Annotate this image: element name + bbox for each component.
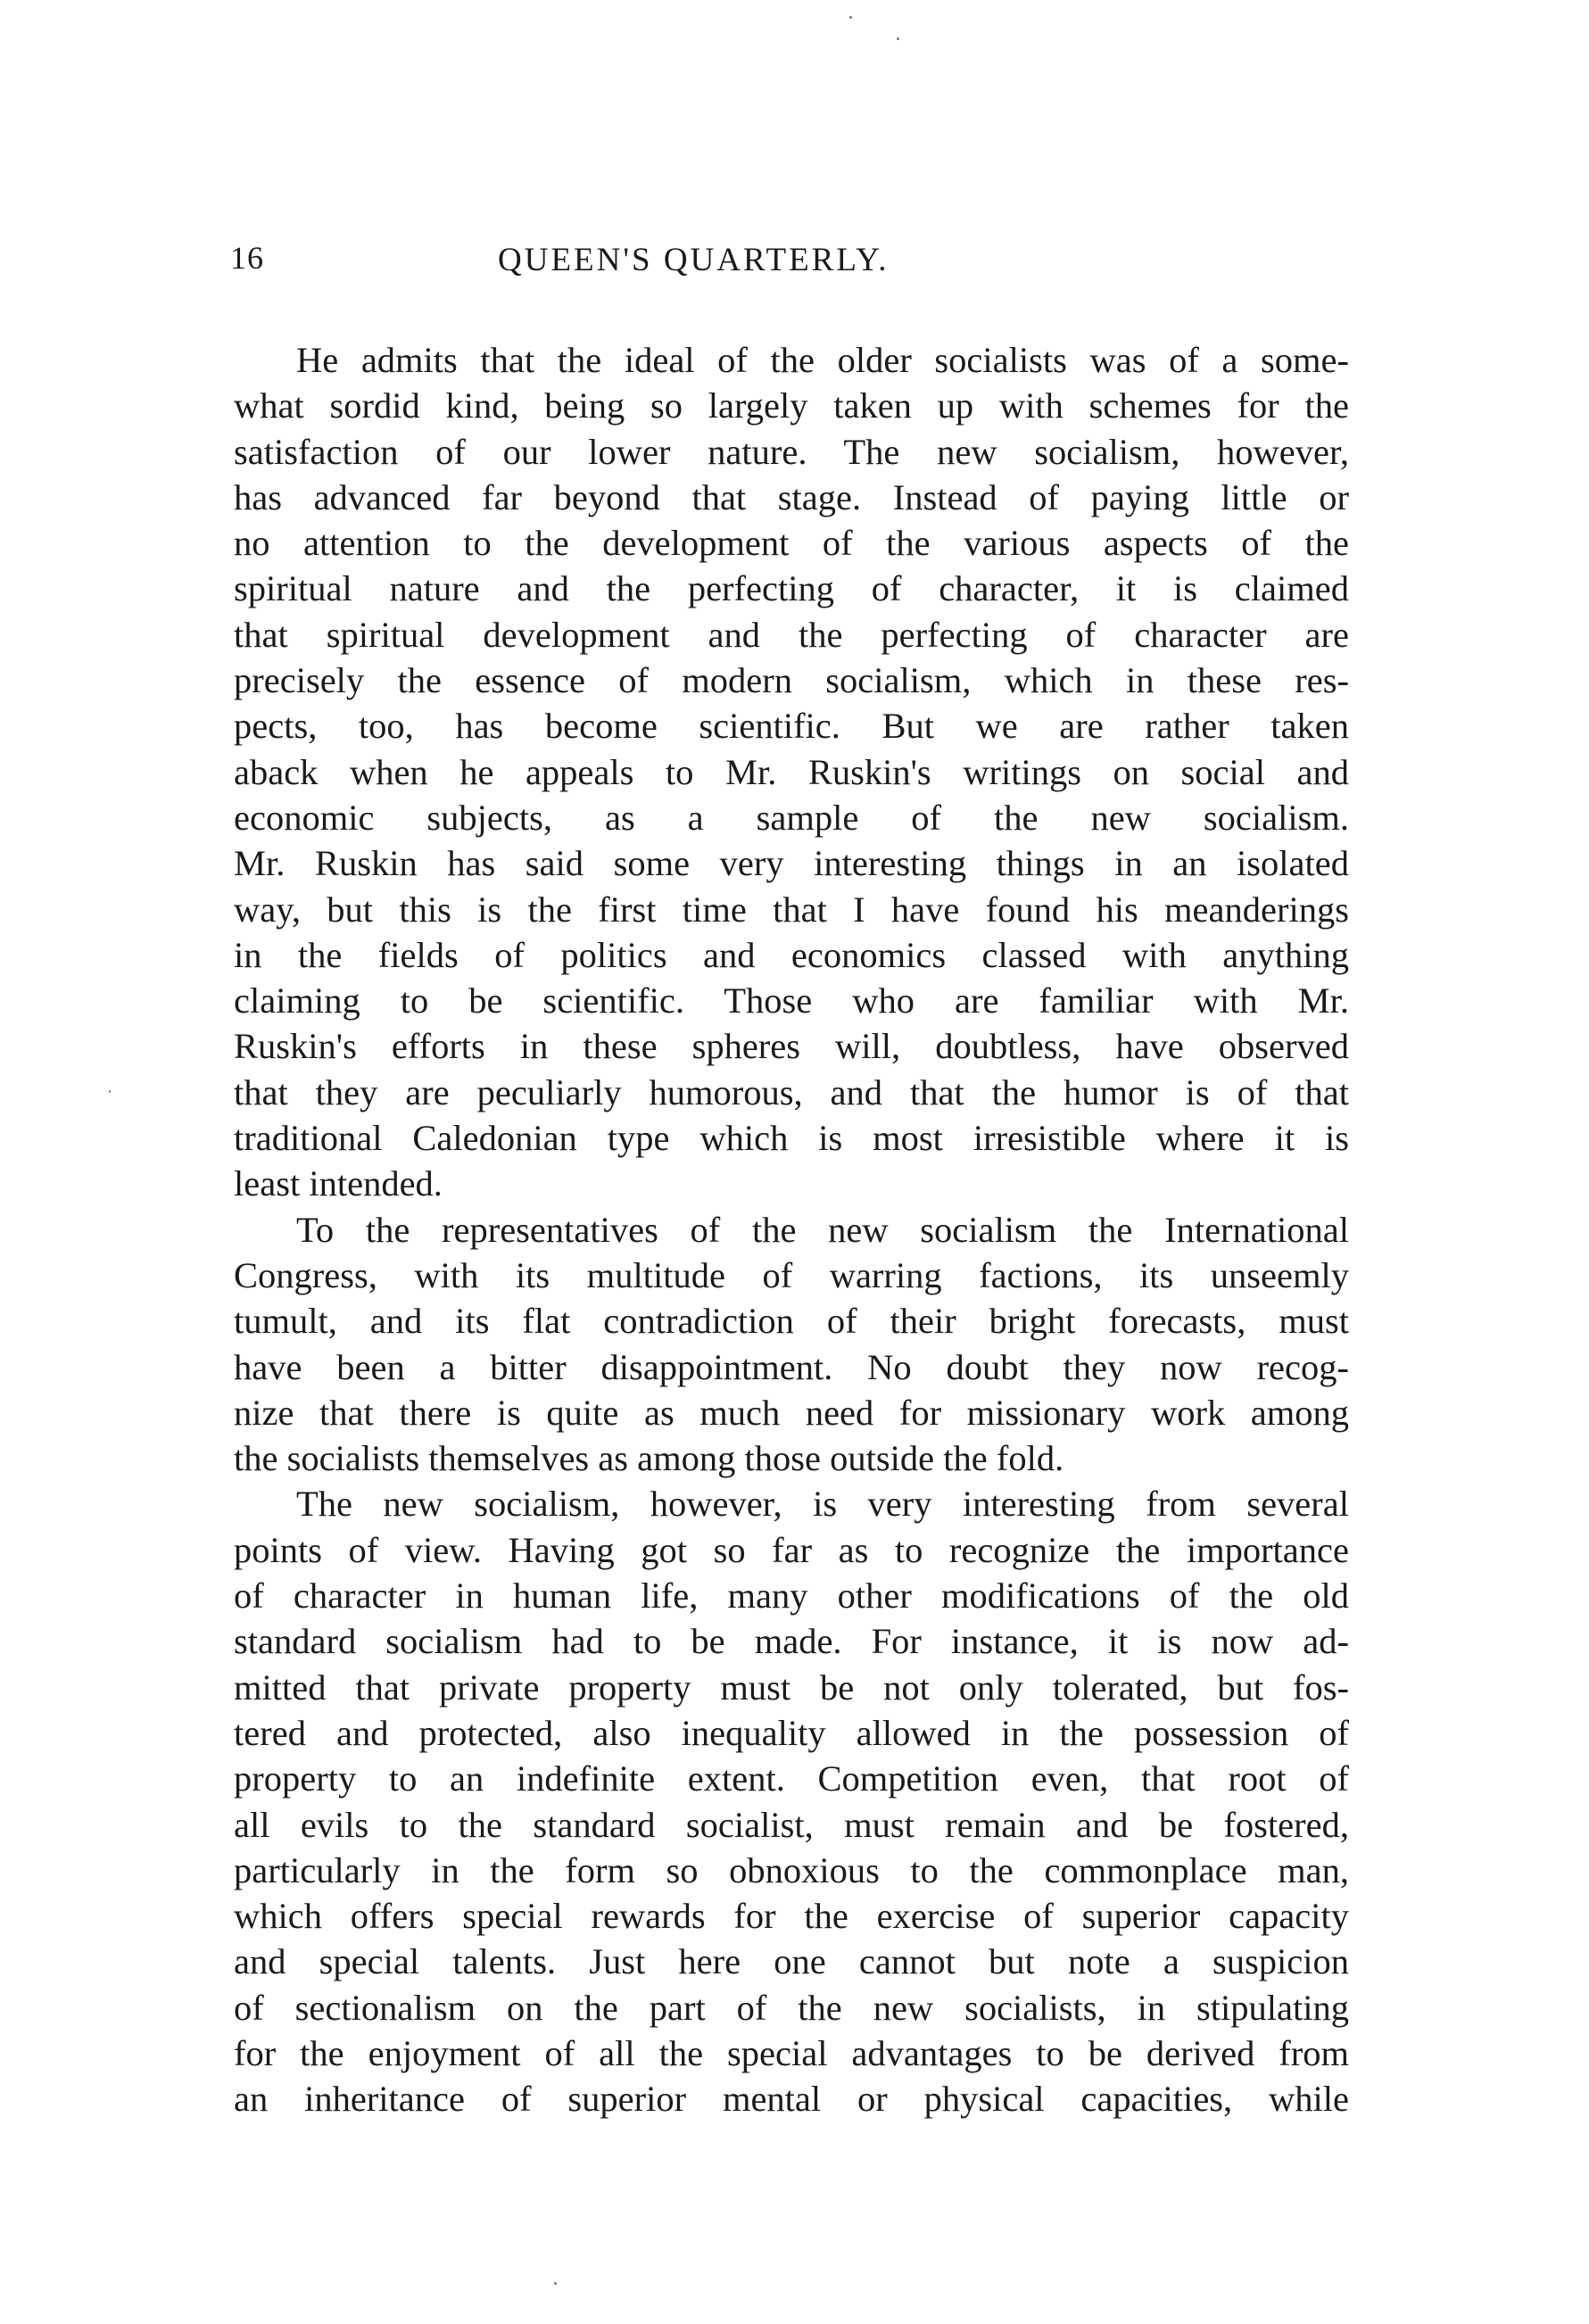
text-line: economic subjects, as a sample of the new socialism.	[234, 797, 1349, 838]
running-head	[230, 239, 1363, 293]
text-line: traditional Caledonian type which is most irresistible where it is	[234, 1118, 1349, 1159]
text-line: satisfaction of our lower nature. The new socialism, however,	[234, 431, 1349, 472]
text-line: way, but this is the first time that I have found his meanderings	[234, 889, 1349, 930]
text-line: the socialists themselves as among those outside the fold.	[234, 1438, 1064, 1479]
text-line: no attention to the development of the various aspects of the	[234, 523, 1349, 564]
paragraph	[234, 1207, 1349, 1482]
text-line: The new socialism, however, is very interesting from several	[296, 1484, 1349, 1525]
text-line: spiritual nature and the perfecting of character, it is claimed	[234, 568, 1349, 609]
text-line: least intended.	[234, 1163, 443, 1204]
text-line: has advanced far beyond that stage. Instead of paying little or	[234, 476, 1349, 517]
text-line: points of view. Having got so far as to recognize the importance	[234, 1529, 1349, 1570]
text-line: for the enjoyment of all the special advantages to be derived from	[234, 2032, 1349, 2073]
text-line: an inheritance of superior mental or physical capacities, while	[234, 2079, 1349, 2120]
text-line: Congress, with its multitude of warring factions, its unseemly	[234, 1254, 1349, 1295]
text-line: standard socialism had to be made. For instance, it is now ad-	[234, 1621, 1349, 1662]
text-line: that spiritual development and the perfecting of character are	[234, 614, 1349, 655]
paper-speck	[897, 37, 899, 40]
text-line: what sordid kind, being so largely taken up with schemes for the	[234, 385, 1349, 426]
text-line: and special talents. Just here one cannot but note a suspicion	[234, 1941, 1349, 1982]
paragraph-container	[234, 337, 1349, 2122]
text-line: tumult, and its flat contradiction of their bright forecasts, must	[234, 1301, 1349, 1342]
journal-title: QUEEN'S QUARTERLY.	[498, 242, 890, 278]
text-line: of character in human life, many other modifications of the old	[234, 1576, 1349, 1617]
text-line: tered and protected, also inequality allowed in the possession of	[234, 1712, 1349, 1753]
text-line: in the fields of politics and economics classed with anything	[234, 934, 1349, 975]
paper-speck	[554, 2282, 557, 2285]
text-line: precisely the essence of modern socialism, which in these res-	[234, 660, 1349, 701]
text-line: which offers special rewards for the exercise of superior capacity	[234, 1896, 1349, 1937]
text-line: that they are peculiarly humorous, and that the humor is of that	[234, 1071, 1349, 1112]
text-line: claiming to be scientific. Those who are familiar with Mr.	[234, 980, 1349, 1021]
paragraph	[234, 337, 1349, 1207]
text-line: Mr. Ruskin has said some very interesting things in an isolated	[234, 843, 1349, 884]
text-line: He admits that the ideal of the older socialists was of a some-	[296, 340, 1349, 380]
text-line: of sectionalism on the part of the new socialists, in stipulating	[234, 1987, 1349, 2028]
page-number: 16	[230, 240, 264, 276]
text-line: aback when he appeals to Mr. Ruskin's writings on social and	[234, 751, 1349, 792]
text-line: particularly in the form so obnoxious to the commonplace man,	[234, 1849, 1349, 1890]
paragraph	[234, 1481, 1349, 2121]
text-line: have been a bitter disappointment. No doubt they now recog-	[234, 1346, 1349, 1387]
text-line: all evils to the standard socialist, must remain and be fostered,	[234, 1804, 1349, 1845]
paper-speck	[849, 16, 852, 19]
body-text	[234, 337, 1349, 2122]
text-line: nize that there is quite as much need for missionary work among	[234, 1392, 1349, 1433]
text-line: property to an indefinite extent. Competition even, that root of	[234, 1758, 1349, 1799]
text-line: mitted that private property must be not only tolerated, but fos-	[234, 1666, 1349, 1708]
text-line: To the representatives of the new socialism the International	[296, 1209, 1349, 1250]
text-line: pects, too, has become scientific. But we are rather taken	[234, 706, 1349, 747]
text-line: Ruskin's efforts in these spheres will, doubtless, have observed	[234, 1026, 1349, 1067]
paper-speck	[109, 1090, 111, 1093]
